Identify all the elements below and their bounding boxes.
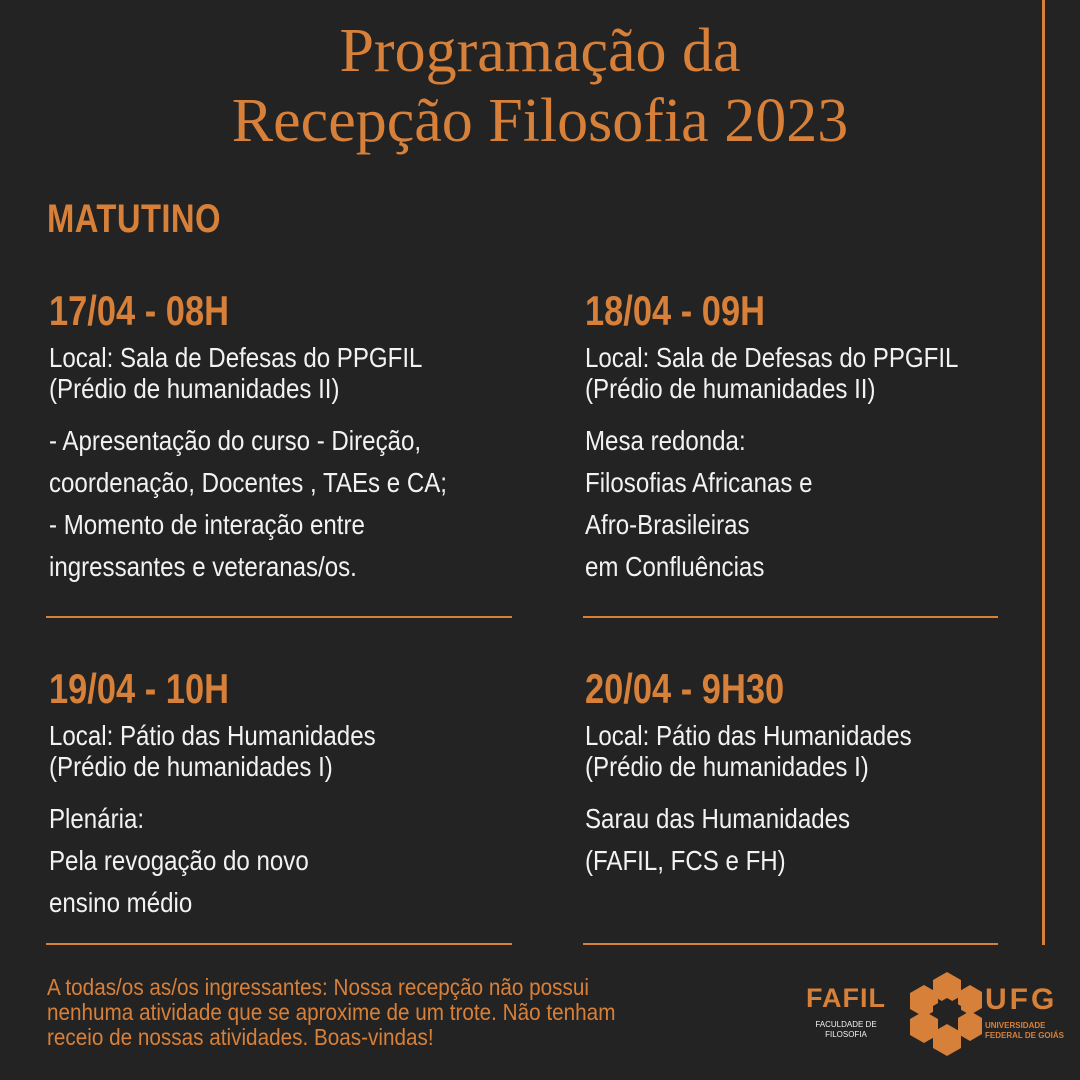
footer-note-line: nenhuma atividade que se aproxime de um trote. Não tenham bbox=[47, 999, 616, 1025]
fafil-logo-subtitle-line: FACULDADE DE bbox=[815, 1020, 877, 1029]
event-separator bbox=[46, 943, 512, 945]
event-description-line: em Confluências bbox=[585, 551, 765, 582]
fafil-logo-name: FAFIL bbox=[806, 983, 886, 1013]
event-card-2 bbox=[585, 287, 1019, 588]
fafil-logo-subtitle-line: FILOSOFIA bbox=[825, 1030, 867, 1039]
footer-note bbox=[47, 975, 615, 1050]
event-description-line: Filosofias Africanas e bbox=[585, 467, 813, 498]
event-place-line-1: Local: Sala de Defesas do PPGFIL bbox=[585, 342, 959, 373]
footer-note-line: A todas/os as/os ingressantes: Nossa recepção não possui bbox=[47, 974, 589, 1000]
event-card-1 bbox=[49, 287, 512, 588]
event-date: 19/04 - 10H bbox=[49, 665, 229, 712]
event-description-line: - Momento de interação entre bbox=[49, 509, 365, 540]
footer-note-line: receio de nossas atividades. Boas-vindas! bbox=[47, 1024, 434, 1050]
event-place-line-1: Local: Pátio das Humanidades bbox=[585, 720, 912, 751]
ufg-logo-name: UFG bbox=[985, 983, 1058, 1016]
event-description-line: ingressantes e veteranas/os. bbox=[49, 551, 357, 582]
ufg-logo-subtitle-line: FEDERAL DE GOIÁS bbox=[985, 1031, 1064, 1040]
event-description-line: - Apresentação do curso - Direção, bbox=[49, 425, 422, 456]
event-description bbox=[49, 798, 376, 924]
page-title-line-2: Recepção Filosofia 2023 bbox=[231, 87, 849, 155]
event-date: 17/04 - 08H bbox=[49, 287, 229, 334]
event-place-line-2: (Prédio de humanidades I) bbox=[585, 751, 869, 782]
event-description bbox=[49, 420, 447, 588]
ufg-logo-subtitle-line: UNIVERSIDADE bbox=[985, 1021, 1046, 1030]
event-place-line-1: Local: Pátio das Humanidades bbox=[49, 720, 376, 751]
event-separator bbox=[583, 616, 998, 618]
event-place-line-2: (Prédio de humanidades II) bbox=[49, 373, 340, 404]
ufg-hexagon-icon bbox=[902, 970, 984, 1056]
event-place-line-1: Local: Sala de Defesas do PPGFIL bbox=[49, 342, 423, 373]
event-description bbox=[585, 798, 912, 882]
event-description-line: Plenária: bbox=[49, 803, 145, 834]
event-card-4 bbox=[585, 665, 965, 882]
page-title-line-1: Programação da bbox=[339, 17, 741, 85]
event-date: 18/04 - 09H bbox=[585, 287, 765, 334]
fafil-logo bbox=[803, 985, 889, 1040]
event-description-line: Pela revogação do novo bbox=[49, 845, 309, 876]
event-description-line: Sarau das Humanidades bbox=[585, 803, 851, 834]
event-date: 20/04 - 9H30 bbox=[585, 665, 785, 712]
event-place-line-2: (Prédio de humanidades I) bbox=[49, 751, 333, 782]
event-card-3 bbox=[49, 665, 429, 924]
event-description bbox=[585, 420, 958, 588]
event-description-line: Afro-Brasileiras bbox=[585, 509, 750, 540]
event-place-line-2: (Prédio de humanidades II) bbox=[585, 373, 876, 404]
event-separator bbox=[46, 616, 512, 618]
event-description-line: ensino médio bbox=[49, 887, 193, 918]
event-description-line: coordenação, Docentes , TAEs e CA; bbox=[49, 467, 447, 498]
event-description-line: (FAFIL, FCS e FH) bbox=[585, 845, 786, 876]
fafil-logo-subtitle bbox=[803, 1020, 889, 1040]
event-description-line: Mesa redonda: bbox=[585, 425, 746, 456]
ufg-logo-subtitle bbox=[985, 1021, 1064, 1041]
section-label: MATUTINO bbox=[47, 197, 221, 241]
ufg-logo bbox=[985, 985, 1064, 1041]
event-separator bbox=[583, 943, 998, 945]
